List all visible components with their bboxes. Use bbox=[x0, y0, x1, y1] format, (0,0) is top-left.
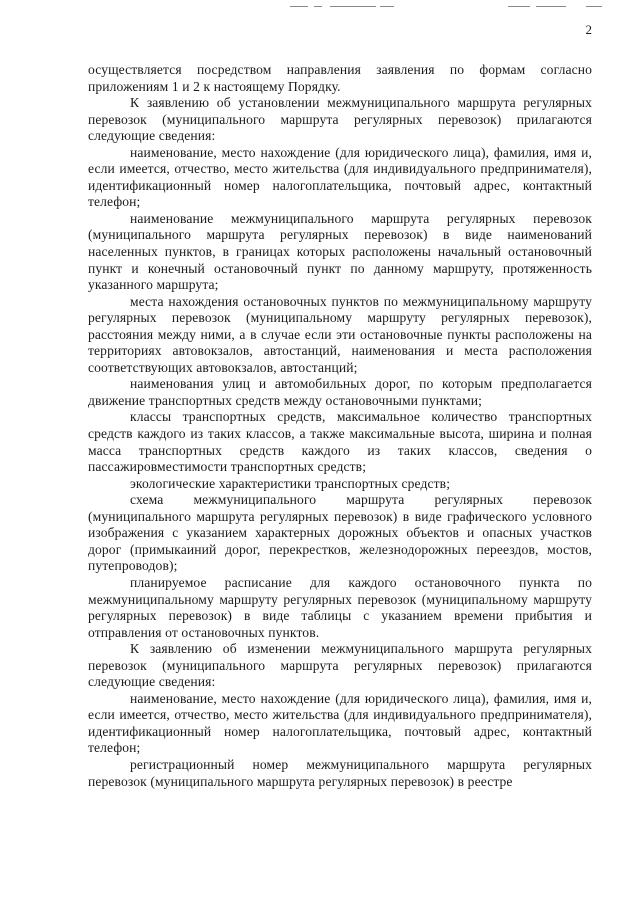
paragraph-route-name: наименование межмуниципального маршрута регулярных перевозок (муниципального маршрута регулярных перевозок) в виде наименований населенных пунктов, в границах которых расположены начальный остановочный пункт и конечный остановочный пункт по данному маршруту, протяженность указанного маршрута; bbox=[88, 210, 592, 293]
paragraph-establishment-intro: К заявлению об установлении межмуниципального маршрута регулярных перевозок (муниципального маршрута регулярных перевозок) прилагаются следующие сведения: bbox=[88, 95, 592, 144]
paragraph-vehicle-classes: классы транспортных средств, максимальное количество транспортных средств каждого из таких классов, а также максимальные высота, ширина и полная масса транспортных средств каждого из таких классов, сведения о пассажировместимости транспортных средств; bbox=[88, 409, 592, 475]
paragraph-continuation: осуществляется посредством направления заявления по формам согласно приложениям 1 и 2 к настоящему Порядку. bbox=[88, 62, 592, 94]
paragraph-stop-locations: места нахождения остановочных пунктов по межмуниципальному маршруту регулярных перевозок (муниципальному маршруту регулярных перевозок), расстояния между ними, а в случае если эти остановочные пункты расположены на территориях автовокзалов, автостанций, наименования и места расположения соответствующих автовокзалов, автостанций; bbox=[88, 293, 592, 375]
paragraph-ecological: экологические характеристики транспортных средств; bbox=[130, 475, 451, 491]
paragraph-change-intro: К заявлению об изменении межмуниципального маршрута регулярных перевозок (муниципального маршрута регулярных перевозок) прилагаются следующие сведения: bbox=[88, 641, 592, 690]
paragraph-street-names: наименования улиц и автомобильных дорог, по которым предполагается движение транспортных средств между остановочными пунктами; bbox=[88, 376, 592, 408]
paragraph-schedule: планируемое расписание для каждого остановочного пункта по межмуниципальному маршруту регулярных перевозок (муниципальному маршруту регулярных перевозок) в виде таблицы с указанием времени прибытия и отправления от остановочных пунктов. bbox=[88, 574, 592, 640]
scan-artifact-marks bbox=[290, 4, 610, 10]
page-number: 2 bbox=[585, 22, 592, 37]
document-body bbox=[88, 62, 592, 790]
paragraph-applicant-info: наименование, место нахождение (для юридического лица), фамилия, имя и, если имеется, отчество, место жительства (для индивидуального предпринимателя), идентификационный номер налогоплательщика, почтовый адрес, контактный телефон; bbox=[88, 144, 592, 210]
paragraph-applicant-info-change: наименование, место нахождение (для юридического лица), фамилия, имя и, если имеется, отчество, место жительства (для индивидуального предпринимателя), идентификационный номер налогоплательщика, почтовый адрес, контактный телефон; bbox=[88, 690, 592, 756]
paragraph-route-scheme: схема межмуниципального маршрута регулярных перевозок (муниципального маршрута регулярных перевозок) в виде графического условного изображения с указанием характерных дорожных объектов и опасных участков дорог (примыкаиний дорог, перекрестков, железнодорожных переездов, мостов, путепроводов); bbox=[88, 492, 592, 574]
paragraph-registration-number: регистрационный номер межмуниципального маршрута регулярных перевозок (муниципального маршрута регулярных перевозок) в реестре bbox=[88, 756, 592, 789]
